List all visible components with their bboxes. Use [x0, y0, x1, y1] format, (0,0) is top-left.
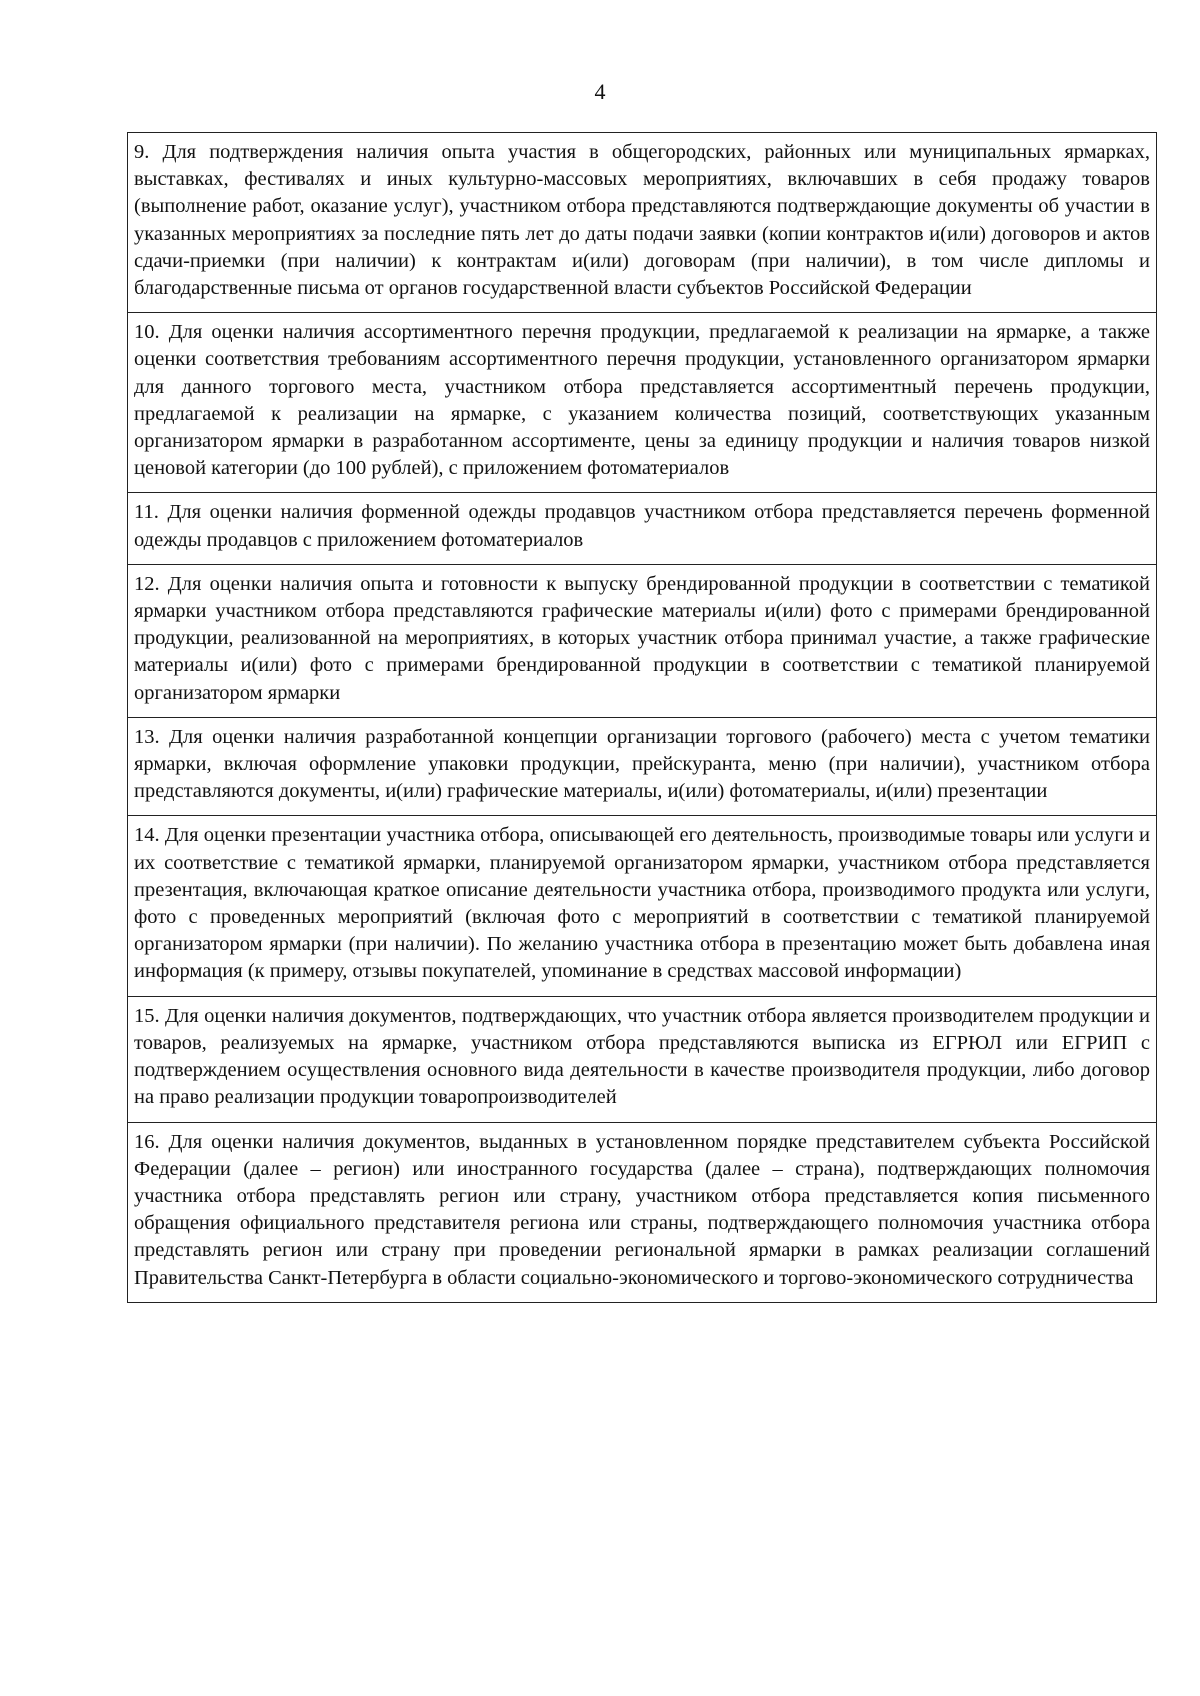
table-row: [128, 717, 1157, 816]
table-row: [128, 816, 1157, 996]
table-cell-item-14: 14. Для оценки презентации участника отбора, описывающей его деятельность, производимые товары или услуги и их соответствие с тематикой ярмарки, планируемой организатором ярмарки, участником отбора представляется презентация, включающая краткое описание деятельности участника отбора, производимого продукта или услуги, фото с проведенных мероприятий (включая фото с мероприятий в соответствии с тематикой планируемой организатором ярмарки (при наличии). По желанию участника отбора в презентацию может быть добавлена иная информация (к примеру, отзывы покупателей, упоминание в средствах массовой информации): [128, 816, 1157, 996]
table-cell-item-10: 10. Для оценки наличия ассортиментного перечня продукции, предлагаемой к реализации на ярмарке, а также оценки соответствия требованиям ассортиментного перечня продукции, установленного организатором ярмарки для данного торгового места, участником отбора представляется ассортиментный перечень продукции, предлагаемой к реализации на ярмарке, с указанием количества позиций, соответствующих указанным организатором ярмарки в разработанном ассортименте, цены за единицу продукции и наличия товаров низкой ценовой категории (до 100 рублей), с приложением фотоматериалов: [128, 313, 1157, 493]
table-row: [128, 313, 1157, 493]
requirements-table: [127, 132, 1157, 1303]
table-row: [128, 493, 1157, 564]
table-cell-item-12: 12. Для оценки наличия опыта и готовности к выпуску брендированной продукции в соответствии с тематикой ярмарки участником отбора представляются графические материалы и(или) фото с примерами брендированной продукции, реализованной на мероприятиях, в которых участник отбора принимал участие, а также графические материалы и(или) фото с примерами брендированной продукции в соответствии с тематикой планируемой организатором ярмарки: [128, 564, 1157, 717]
table-cell-item-11: 11. Для оценки наличия форменной одежды продавцов участником отбора представляется перечень форменной одежды продавцов с приложением фотоматериалов: [128, 493, 1157, 564]
table-row: [128, 1122, 1157, 1302]
table-cell-item-13: 13. Для оценки наличия разработанной концепции организации торгового (рабочего) места с учетом тематики ярмарки, включая оформление упаковки продукции, прейскуранта, меню (при наличии), участником отбора представляются документы, и(или) графические материалы, и(или) фотоматериалы, и(или) презентации: [128, 717, 1157, 816]
table-row: [128, 996, 1157, 1122]
page-number: 4: [594, 79, 606, 104]
table-cell-item-16: 16. Для оценки наличия документов, выданных в установленном порядке представителем субъекта Российской Федерации (далее – регион) или иностранного государства (далее – страна), подтверждающих полномочия участника отбора представлять регион или страну, участником отбора представляется копия письменного обращения официального представителя региона или страны, подтверждающего полномочия участника отбора представлять регион или страну при проведении региональной ярмарки в рамках реализации соглашений Правительства Санкт-Петербурга в области социально-экономического и торгово-экономического сотрудничества: [128, 1122, 1157, 1302]
table-cell-item-9: 9. Для подтверждения наличия опыта участия в общегородских, районных или муниципальных ярмарках, выставках, фестивалях и иных культурно-массовых мероприятиях, включавших в себя продажу товаров (выполнение работ, оказание услуг), участником отбора представляются подтверждающие документы об участии в указанных мероприятиях за последние пять лет до даты подачи заявки (копии контрактов и(или) договоров и актов сдачи-приемки (при наличии) к контрактам и(или) договорам (при наличии), в том числе дипломы и благодарственные письма от органов государственной власти субъектов Российской Федерации: [128, 133, 1157, 313]
table-row: [128, 133, 1157, 313]
table-cell-item-15: 15. Для оценки наличия документов, подтверждающих, что участник отбора является производителем продукции и товаров, реализуемых на ярмарке, участником отбора представляются выписка из ЕГРЮЛ или ЕГРИП с подтверждением осуществления основного вида деятельности в качестве производителя продукции, либо договор на право реализации продукции товаропроизводителей: [128, 996, 1157, 1122]
table-row: [128, 564, 1157, 717]
